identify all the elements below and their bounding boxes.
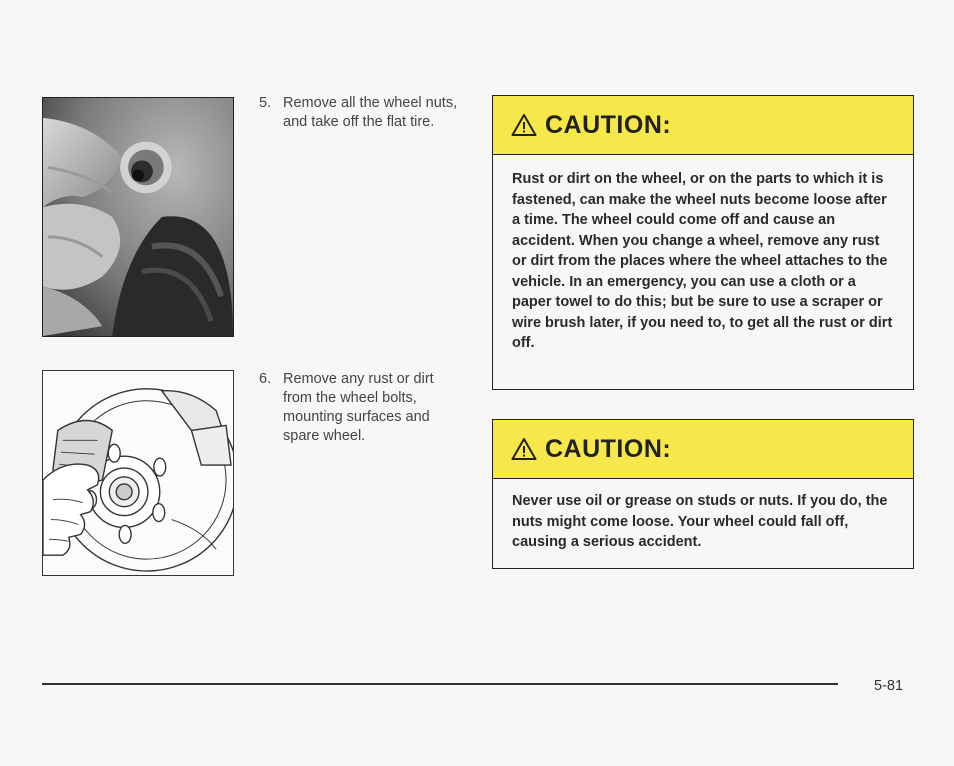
wheel-hub-cleaning-illustration (42, 370, 234, 576)
step-6 (259, 370, 464, 446)
caution-box-grease (492, 419, 914, 569)
step-text: Remove all the wheel nuts, and take off the flat tire. (283, 95, 458, 130)
caution-box-rust (492, 95, 914, 390)
warning-triangle-icon (511, 113, 537, 137)
caution-header (493, 420, 913, 479)
step-text: Remove any rust or dirt from the wheel bolts, mounting surfaces and spare wheel. (283, 371, 434, 444)
step-5 (259, 94, 464, 132)
caution-text: Never use oil or grease on studs or nuts. If you do, the nuts might come loose. Your wheel could fall off, causing a serious accident. (512, 493, 888, 550)
caution-title: CAUTION: (545, 434, 672, 463)
wheel-nut-removal-photo (42, 97, 234, 337)
warning-triangle-icon (511, 437, 537, 461)
step-number: 5. (259, 95, 272, 111)
caution-header (493, 96, 913, 155)
footer-rule (42, 683, 838, 685)
caution-title: CAUTION: (545, 110, 672, 139)
caution-text: Rust or dirt on the wheel, or on the parts to which it is fastened, can make the wheel nuts become loose after a time. The wheel could come off and cause an accident. When you change a wheel, remove any rust or dirt from the places where the wheel attaches to the vehicle. In an emergency, you can use a cloth or a paper towel to do this; but be sure to use a scraper or wire brush later, if you need to, to get all the rust or dirt off. (512, 171, 893, 351)
step-number: 6. (259, 371, 272, 387)
page-number: 5-81 (874, 678, 904, 694)
